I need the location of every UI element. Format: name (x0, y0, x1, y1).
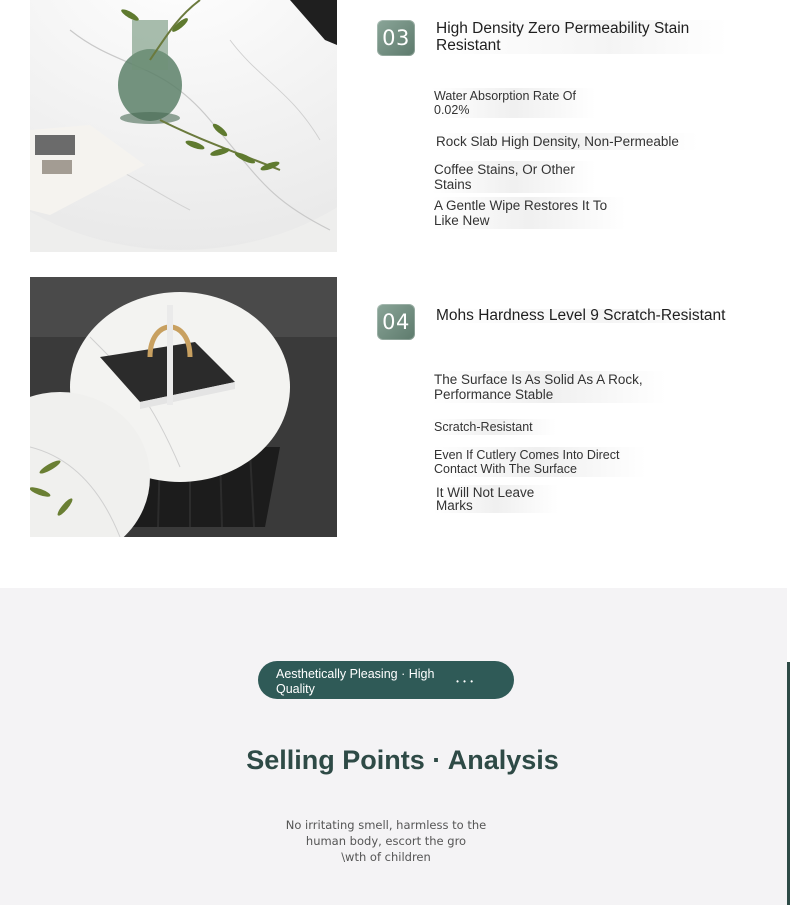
feature-spec: It Will Not Leave Marks (434, 485, 558, 513)
feature-title: High Density Zero Permeability Stain Resistant (434, 20, 728, 54)
tagline-pill (258, 661, 514, 699)
feature-spec: Coffee Stains, Or Other Stains (432, 161, 596, 193)
feature-spec: A Gentle Wipe Restores It To Like New (432, 197, 626, 229)
feature-spec: Even If Cutlery Comes Into Direct Contact With The Surface (432, 447, 646, 477)
section-title: Selling Points · Analysis (246, 745, 559, 775)
feature-title: Mohs Hardness Level 9 Scratch-Resistant (434, 309, 728, 323)
marble-table-vase-image (30, 0, 337, 252)
selling-points-section (0, 588, 787, 905)
feature-number-badge: 04 (377, 304, 415, 340)
feature-spec: Scratch-Resistant (432, 419, 556, 435)
feature-spec: Rock Slab High Density, Non-Permeable (434, 133, 698, 150)
tagline-label: Aesthetically Pleasing · High Quality (276, 667, 435, 696)
nested-tables-image (30, 277, 337, 537)
product-photo-top (30, 0, 337, 252)
feature-spec: The Surface Is As Solid As A Rock, Performance Stable (432, 371, 666, 403)
section-description: No irritating smell, harmless to the human body, escort the gro \wth of children (285, 818, 487, 864)
product-photo-bottom (30, 277, 337, 537)
feature-spec: Water Absorption Rate Of 0.02% (432, 88, 596, 118)
feature-number-badge: 03 (377, 20, 415, 56)
tagline-dots: • • • (456, 677, 474, 686)
